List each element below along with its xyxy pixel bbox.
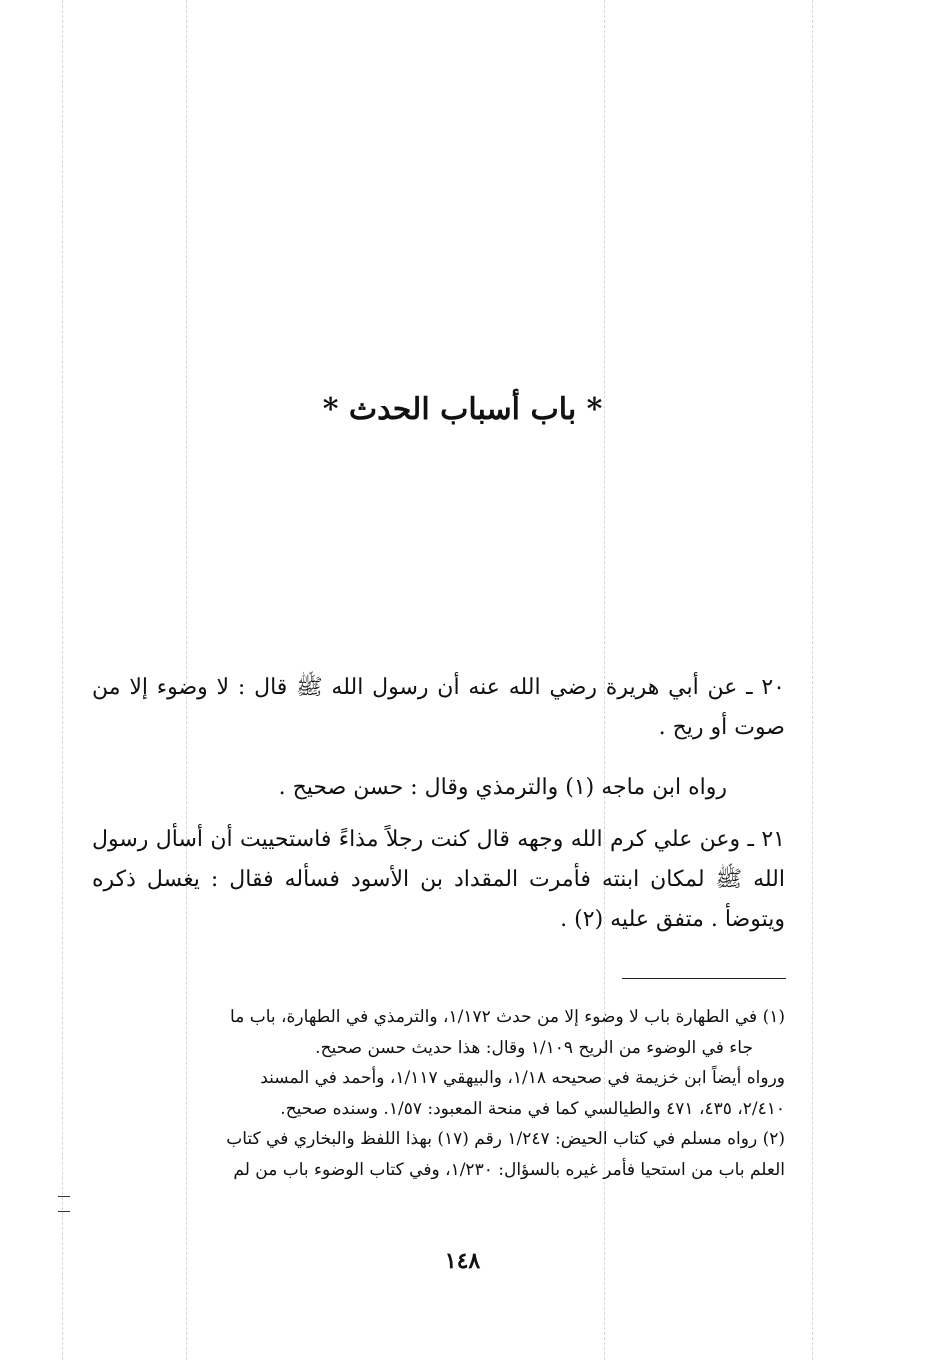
hadith-20-source: رواه ابن ماجه (١) والترمذي وقال : حسن صحيح . (278, 775, 727, 800)
margin-mark (58, 1196, 70, 1212)
footnote-2-line: (٢) رواه مسلم في كتاب الحيض: ١/٢٤٧ رقم (١٧) بهذا اللفظ والبخاري في كتاب (226, 1129, 785, 1149)
footnote-separator (622, 978, 786, 979)
page-number: ١٤٨ (444, 1248, 481, 1274)
footnote-1-line: جاء في الوضوء من الريح ١/١٠٩ وقال: هذا حديث حسن صحيح. (315, 1037, 753, 1058)
chapter-title: * باب أسباب الحدث * (322, 392, 603, 427)
scan-artifact-line (812, 0, 813, 1360)
hadith-21-paragraph: ٢١ ـ وعن علي كرم الله وجهه قال كنت رجلاً مذاءً فاستحييت أن أسأل رسول الله ﷺ لمكان ابنته فأمرت المقداد بن الأسود فسأله فقال : يغسل ذكره ويتوضأ . متفق عليه (٢) . (92, 827, 785, 932)
footnotes (92, 1002, 785, 1185)
footnote-2-line: العلم باب من استحيا فأمر غيره بالسؤال: ١/٢٣٠، وفي كتاب الوضوء باب من لم (233, 1159, 785, 1180)
footnote-1-line: ورواه أيضاً ابن خزيمة في صحيحه ١/١٨، والبيهقي ١/١١٧، وأحمد في المسند (260, 1068, 785, 1088)
footnote-1-line: ٢/٤١٠، ٤٣٥، ٤٧١ والطيالسي كما في منحة المعبود: ١/٥٧. وسنده صحيح. (280, 1098, 785, 1119)
scan-artifact-line (62, 0, 63, 1360)
hadith-20-paragraph: ٢٠ ـ عن أبي هريرة رضي الله عنه أن رسول الله ﷺ قال : لا وضوء إلا من صوت أو ريح . (92, 675, 785, 740)
footnote-1-line: (١) في الطهارة باب لا وضوء إلا من حدث ١/١٧٢، والترمذي في الطهارة، باب ما (230, 1007, 785, 1027)
